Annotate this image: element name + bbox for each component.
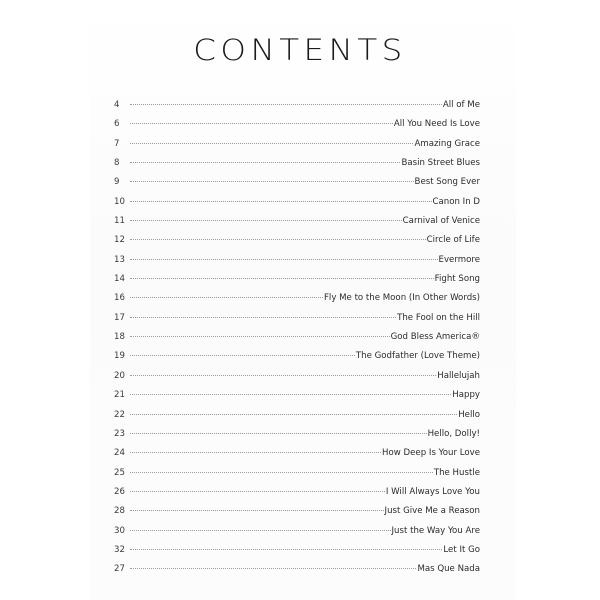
toc-song-title: Just the Way You Are: [391, 525, 480, 536]
toc-entry: [114, 367, 480, 386]
toc-entry: [114, 193, 480, 212]
table-of-contents: [114, 96, 480, 580]
toc-page-number: 32: [114, 544, 125, 555]
toc-song-title: Carnival of Venice: [402, 216, 480, 227]
toc-entry: [114, 212, 480, 231]
dot-leader: [130, 258, 438, 260]
toc-song-title: Circle of Life: [426, 235, 480, 246]
toc-entry: [114, 386, 480, 405]
toc-entry: [114, 560, 480, 579]
toc-song-title: How Deep Is Your Love: [382, 448, 480, 459]
toc-page-number: 4: [114, 100, 120, 110]
toc-entry: [114, 541, 480, 560]
toc-song-title: Hallelujah: [437, 370, 480, 381]
toc-page-number: 10: [114, 196, 125, 207]
toc-song-title: The Hustle: [433, 467, 480, 478]
toc-song-title: Canon In D: [432, 196, 480, 207]
toc-page-number: 18: [114, 332, 125, 343]
dot-leader: [130, 509, 384, 511]
dot-leader: [130, 219, 402, 221]
toc-page-number: 24: [114, 448, 125, 459]
toc-page-number: 14: [114, 274, 125, 285]
toc-song-title: Best Song Ever: [414, 177, 480, 188]
dot-leader: [130, 161, 400, 163]
toc-song-title: Evermore: [438, 254, 480, 265]
dot-leader: [130, 413, 457, 415]
toc-page-number: 11: [114, 216, 125, 227]
toc-page-number: 23: [114, 428, 125, 439]
toc-page-number: 28: [114, 506, 125, 517]
dot-leader: [130, 471, 433, 473]
toc-page-number: 12: [114, 235, 125, 246]
dot-leader: [130, 432, 427, 434]
dot-leader: [130, 567, 416, 569]
toc-entry: [114, 425, 480, 444]
toc-song-title: The Fool on the Hill: [397, 312, 480, 323]
toc-page-number: 30: [114, 525, 125, 536]
toc-page-number: 22: [114, 409, 125, 420]
toc-entry: [114, 522, 480, 541]
toc-song-title: The Godfather (Love Theme): [355, 351, 480, 362]
toc-entry: [114, 483, 480, 502]
toc-entry: [114, 464, 480, 483]
toc-page-number: 27: [114, 564, 125, 575]
dot-leader: [130, 316, 396, 318]
toc-page-number: 20: [114, 370, 125, 381]
toc-page-number: 7: [114, 138, 120, 149]
toc-page-number: 26: [114, 486, 125, 497]
toc-entry: [114, 270, 480, 289]
toc-entry: [114, 444, 480, 463]
toc-song-title: Mas Que Nada: [417, 564, 480, 575]
toc-entry: [114, 289, 480, 308]
toc-entry: [114, 406, 480, 425]
toc-page-number: 9: [114, 177, 120, 188]
dot-leader: [130, 296, 323, 298]
dot-leader: [130, 548, 442, 550]
dot-leader: [130, 354, 355, 356]
toc-song-title: Hello, Dolly!: [427, 428, 480, 439]
toc-page-number: 19: [114, 351, 125, 362]
dot-leader: [130, 490, 385, 492]
toc-song-title: Let It Go: [443, 544, 480, 555]
dot-leader: [130, 103, 442, 105]
dot-leader: [130, 335, 390, 337]
toc-song-title: All of Me: [442, 100, 480, 110]
toc-entry: [114, 347, 480, 366]
toc-page-number: 6: [114, 119, 120, 130]
toc-page-number: 16: [114, 293, 125, 304]
toc-entry: [114, 135, 480, 154]
toc-song-title: Hello: [458, 409, 480, 420]
toc-entry: [114, 154, 480, 173]
dot-leader: [130, 393, 451, 395]
dot-leader: [130, 277, 434, 279]
dot-leader: [130, 142, 413, 144]
toc-song-title: Fly Me to the Moon (In Other Words): [323, 293, 480, 304]
toc-entry: [114, 96, 480, 115]
dot-leader: [130, 238, 426, 240]
toc-song-title: Amazing Grace: [414, 138, 480, 149]
dot-leader: [130, 180, 414, 182]
toc-page-number: 21: [114, 390, 125, 401]
toc-page-number: 8: [114, 158, 120, 169]
toc-song-title: Fight Song: [434, 274, 480, 285]
toc-song-title: All You Need Is Love: [393, 119, 480, 130]
toc-song-title: Just Give Me a Reason: [384, 506, 480, 517]
dot-leader: [130, 122, 393, 124]
dot-leader: [130, 529, 391, 531]
toc-song-title: God Bless America®: [390, 332, 480, 343]
toc-page-number: 25: [114, 467, 125, 478]
dot-leader: [130, 200, 432, 202]
toc-song-title: Basin Street Blues: [401, 158, 480, 169]
page-title: CONTENTS: [193, 33, 407, 68]
toc-entry: [114, 173, 480, 192]
toc-song-title: I Will Always Love You: [385, 486, 480, 497]
toc-page-number: 13: [114, 254, 125, 265]
dot-leader: [130, 374, 436, 376]
toc-entry: [114, 231, 480, 250]
toc-entry: [114, 502, 480, 521]
toc-entry: [114, 115, 480, 134]
toc-entry: [114, 328, 480, 347]
toc-song-title: Happy: [452, 390, 480, 401]
toc-entry: [114, 309, 480, 328]
toc-entry: [114, 251, 480, 270]
toc-page-number: 17: [114, 312, 125, 323]
dot-leader: [130, 451, 381, 453]
